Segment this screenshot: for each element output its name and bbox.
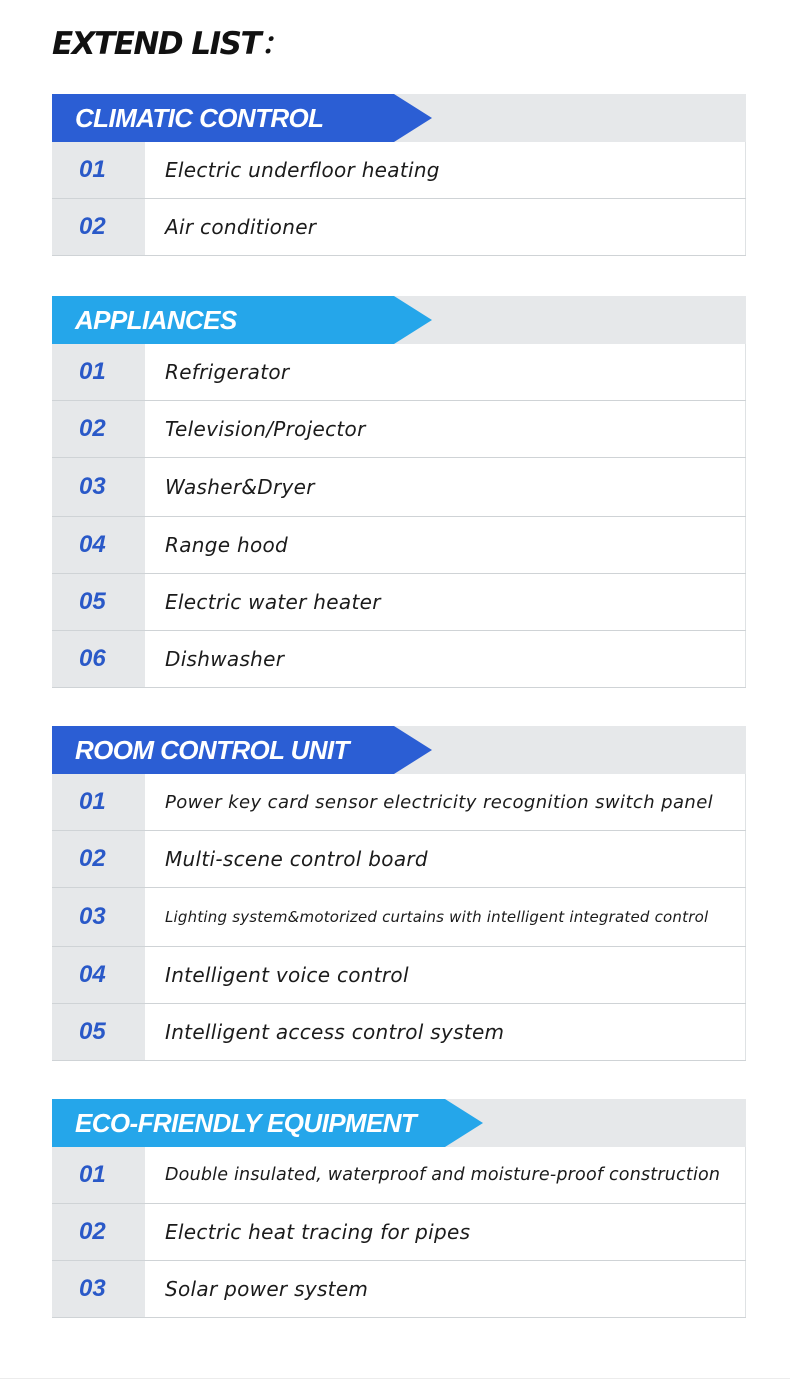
item-number: 04 <box>52 517 145 573</box>
item-number: 01 <box>52 774 145 830</box>
section-tab <box>52 296 394 344</box>
item-number: 03 <box>52 458 145 516</box>
list-item <box>52 1147 746 1204</box>
section-appliances <box>52 296 746 688</box>
item-text: Lighting system&motorized curtains with intelligent integrated control <box>145 888 746 946</box>
list-item <box>52 1261 746 1318</box>
list-item <box>52 142 746 199</box>
list-item <box>52 344 746 401</box>
item-number: 03 <box>52 888 145 946</box>
item-text: Double insulated, waterproof and moisture-proof construction <box>145 1147 746 1203</box>
item-text: Solar power system <box>145 1261 746 1317</box>
item-text: Air conditioner <box>145 199 746 255</box>
section-header <box>52 296 746 344</box>
section-tab <box>52 1099 445 1147</box>
section-header <box>52 94 746 142</box>
list-item <box>52 401 746 458</box>
item-number: 02 <box>52 199 145 255</box>
list-item <box>52 458 746 517</box>
list-item <box>52 199 746 256</box>
item-text: Multi-scene control board <box>145 831 746 887</box>
list-item <box>52 1004 746 1061</box>
list-item <box>52 631 746 688</box>
section-room-control-unit <box>52 726 746 1061</box>
section-title: ROOM CONTROL UNIT <box>75 734 349 765</box>
item-text: Electric water heater <box>145 574 746 630</box>
item-number: 02 <box>52 401 145 457</box>
item-text: Intelligent access control system <box>145 1004 746 1060</box>
section-title: CLIMATIC CONTROL <box>75 102 324 133</box>
list-item <box>52 574 746 631</box>
item-text: Electric underfloor heating <box>145 142 746 198</box>
list-item <box>52 1204 746 1261</box>
section-tab <box>52 726 394 774</box>
item-number: 01 <box>52 1147 145 1203</box>
item-text: Power key card sensor electricity recognition switch panel <box>145 774 746 830</box>
list-item <box>52 947 746 1004</box>
list-item <box>52 888 746 947</box>
section-climatic-control <box>52 94 746 256</box>
section-title: ECO-FRIENDLY EQUIPMENT <box>75 1107 417 1138</box>
item-text: Washer&Dryer <box>145 458 746 516</box>
list-item <box>52 831 746 888</box>
item-text: Refrigerator <box>145 344 746 400</box>
section-header <box>52 1099 746 1147</box>
item-number: 02 <box>52 831 145 887</box>
item-number: 05 <box>52 574 145 630</box>
section-eco-friendly-equipment <box>52 1099 746 1318</box>
item-number: 06 <box>52 631 145 687</box>
list-item <box>52 517 746 574</box>
list-item <box>52 774 746 831</box>
section-tab <box>52 94 394 142</box>
item-number: 01 <box>52 142 145 198</box>
section-title: APPLIANCES <box>75 304 237 335</box>
item-number: 02 <box>52 1204 145 1260</box>
item-text: Electric heat tracing for pipes <box>145 1204 746 1260</box>
item-text: Range hood <box>145 517 746 573</box>
item-number: 05 <box>52 1004 145 1060</box>
item-text: Intelligent voice control <box>145 947 746 1003</box>
item-text: Dishwasher <box>145 631 746 687</box>
page-title: EXTEND LIST： <box>52 26 290 62</box>
item-text: Television/Projector <box>145 401 746 457</box>
item-number: 03 <box>52 1261 145 1317</box>
bottom-divider <box>0 1378 790 1379</box>
item-number: 04 <box>52 947 145 1003</box>
section-header <box>52 726 746 774</box>
item-number: 01 <box>52 344 145 400</box>
